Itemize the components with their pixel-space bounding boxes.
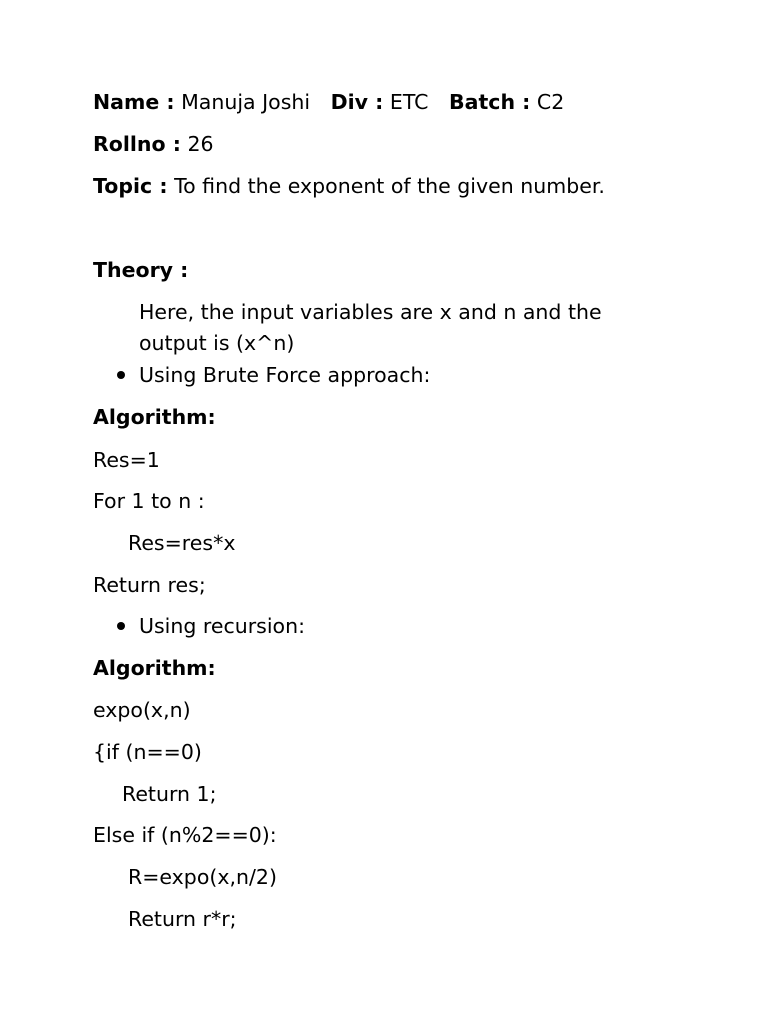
recursion-bullet: Using recursion: (139, 614, 306, 638)
bullet-icon (117, 371, 125, 379)
header-rollno-line (93, 131, 214, 157)
topic-value: To find the exponent of the given number. (174, 174, 605, 198)
recursion-line: Return 1; (122, 782, 217, 806)
batch-value: C2 (536, 90, 565, 114)
theory-intro-line-1: Here, the input variables are x and n and the (139, 300, 602, 324)
rollno-label: Rollno : (93, 132, 181, 156)
topic-label: Topic : (93, 174, 168, 198)
brute-force-line: For 1 to n : (93, 489, 205, 513)
rollno-value: 26 (187, 132, 214, 156)
recursion-line: expo(x,n) (93, 698, 191, 722)
div-value: ETC (389, 90, 429, 114)
bullet-icon (117, 622, 125, 630)
name-value: Manuja Joshi (181, 90, 311, 114)
theory-intro-line-2: output is (x^n) (139, 331, 295, 355)
recursion-line: Else if (n%2==0): (93, 823, 277, 847)
div-label: Div : (330, 90, 384, 114)
recursion-line: Return r*r; (128, 907, 237, 931)
brute-force-line: Return res; (93, 573, 206, 597)
recursion-line: R=expo(x,n/2) (128, 865, 277, 889)
recursion-line: {if (n==0) (93, 740, 202, 764)
name-label: Name : (93, 90, 175, 114)
brute-force-algorithm-heading: Algorithm: (93, 405, 216, 429)
batch-label: Batch : (449, 90, 531, 114)
recursion-algorithm-heading: Algorithm: (93, 656, 216, 680)
brute-force-bullet: Using Brute Force approach: (139, 363, 431, 387)
header-name-line (93, 89, 564, 115)
theory-heading: Theory : (93, 258, 189, 282)
brute-force-line: Res=res*x (128, 531, 236, 555)
header-topic-line (93, 173, 605, 199)
brute-force-line: Res=1 (93, 448, 160, 472)
